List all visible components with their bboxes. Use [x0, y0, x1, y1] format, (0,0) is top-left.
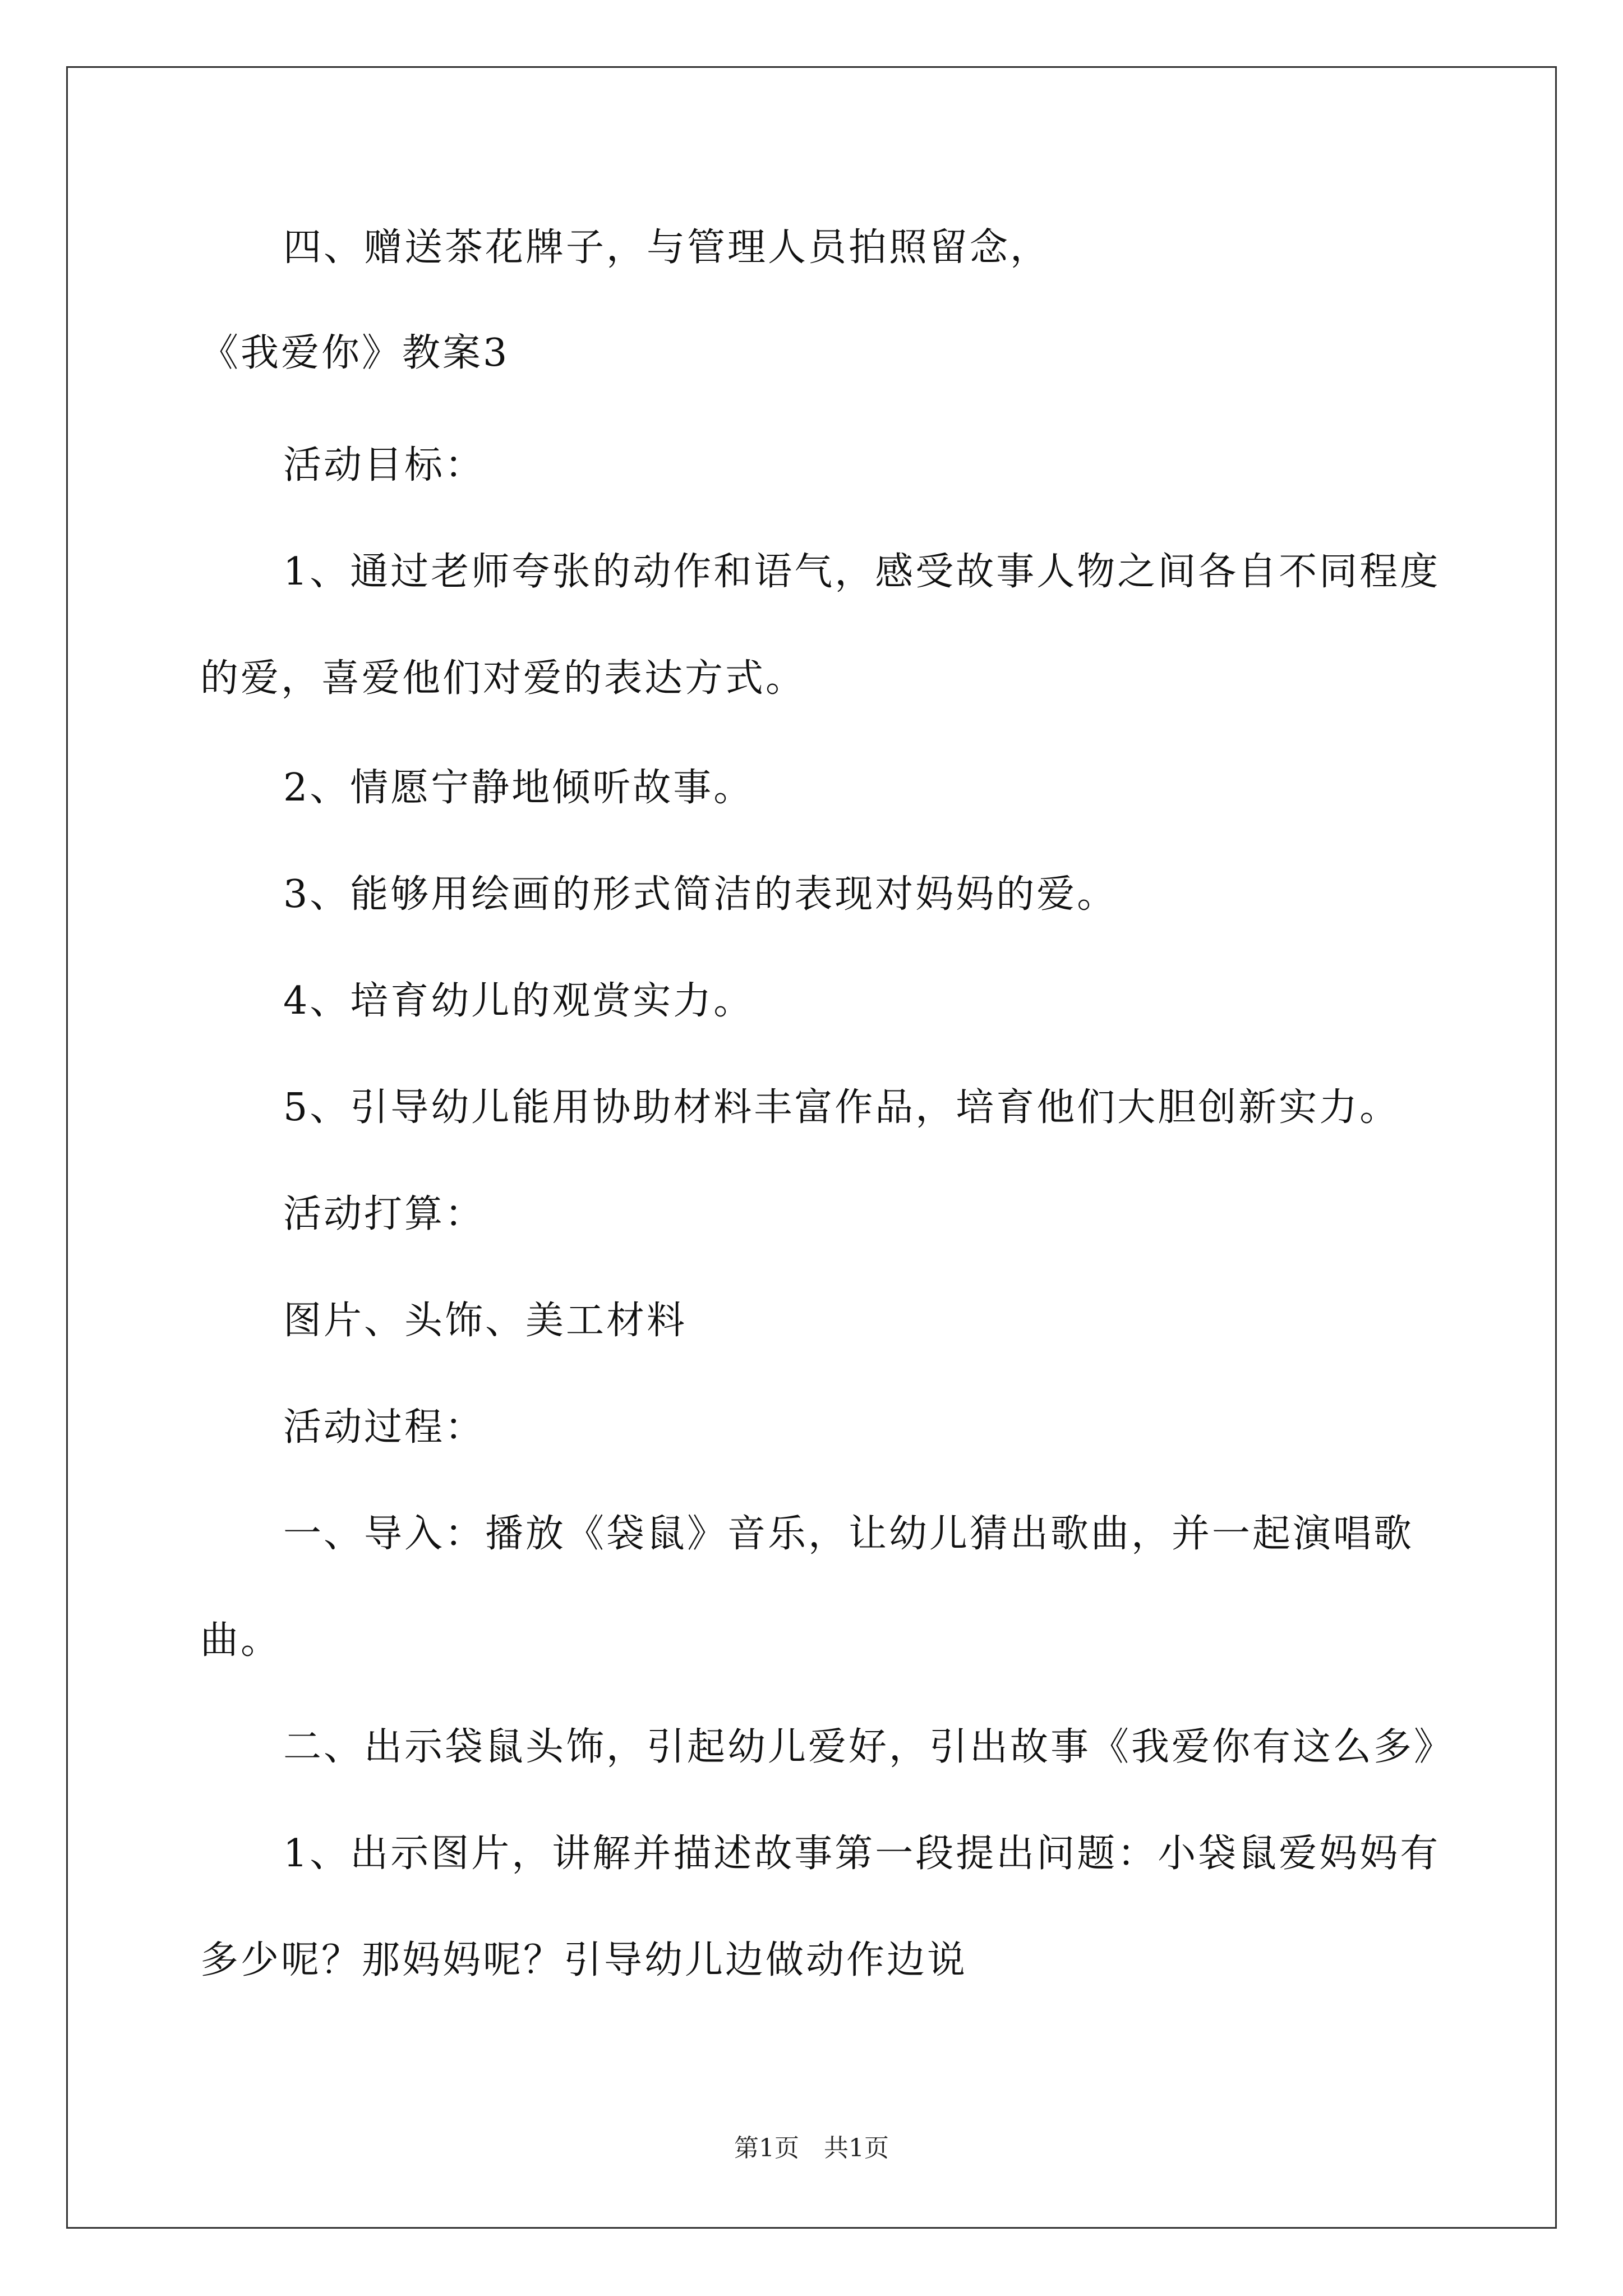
goal-4: 4、培育幼儿的观赏实力。 — [283, 979, 754, 1023]
goal-2: 2、情愿宁静地倾听故事。 — [283, 766, 754, 810]
paragraph-line-1: 四、赠送茶花牌子，与管理人员拍照留念， — [283, 226, 1051, 270]
goal-5: 5、引导幼儿能用协助材料丰富作品，培育他们大胆创新实力。 — [283, 1085, 1400, 1130]
heading-activity-goals: 活动目标： — [283, 443, 486, 487]
prep-materials: 图片、头饰、美工材料 — [283, 1299, 688, 1343]
heading-activity-prep: 活动打算： — [283, 1192, 486, 1236]
goal-1-line-2: 的爱，喜爱他们对爱的表达方式。 — [200, 656, 806, 701]
page-border — [66, 66, 1557, 2229]
process-2-1-line-2: 多少呢？那妈妈呢？引导幼儿边做动作边说 — [200, 1938, 968, 1982]
process-1-line-1: 一、导入：播放《袋鼠》音乐，让幼儿猜出歌曲，并一起演唱歌 — [283, 1512, 1414, 1556]
page-footer: 第1页 共1页 — [734, 2134, 889, 2162]
goal-1-line-1: 1、通过老师夸张的动作和语气，感受故事人物之间各自不同程度 — [283, 550, 1441, 594]
process-2: 二、出示袋鼠头饰，引起幼儿爱好，引出故事《我爱你有这么多》 — [283, 1725, 1455, 1769]
goal-3: 3、能够用绘画的形式简洁的表现对妈妈的爱。 — [283, 872, 1118, 917]
process-1-line-2: 曲。 — [200, 1618, 282, 1663]
section-title: 《我爱你》教案3 — [200, 331, 510, 375]
heading-activity-process: 活动过程： — [283, 1405, 486, 1450]
process-2-1-line-1: 1、出示图片，讲解并描述故事第一段提出问题：小袋鼠爱妈妈有 — [283, 1832, 1441, 1876]
